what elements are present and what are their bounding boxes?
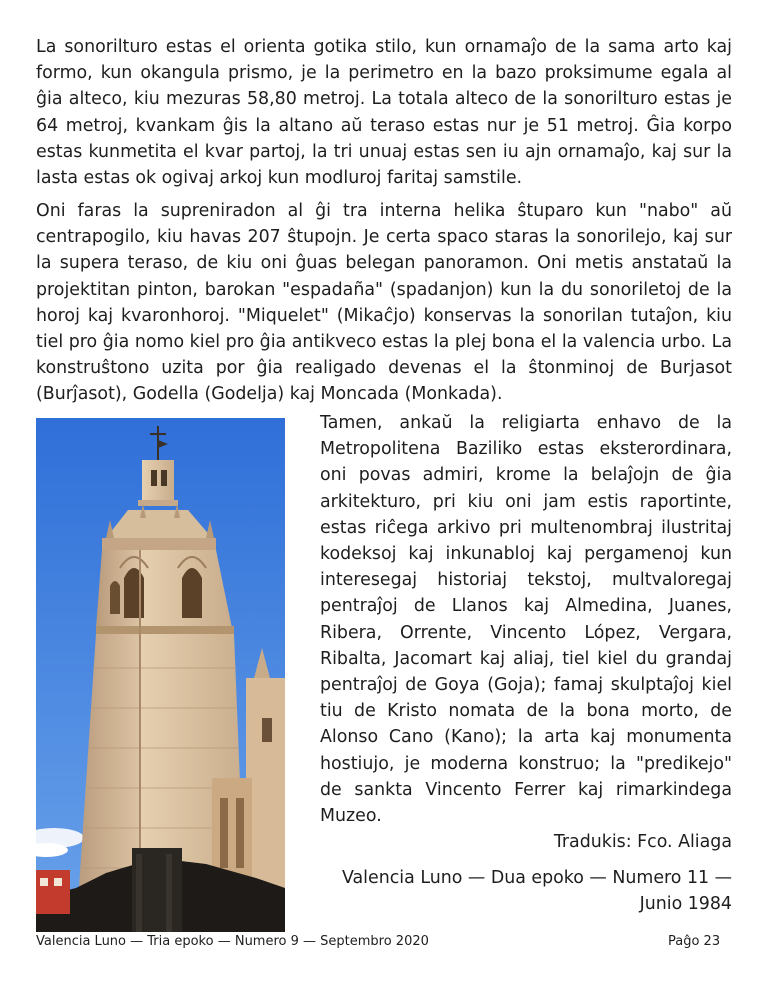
translator-credit: Tradukis: Fco. Aliaga (553, 832, 732, 852)
paragraph-religious-art: Tamen, ankaŭ la religiarta enhavo de la Metropolitena Baziliko estas eksterordinara, oni povas admiri, krome la belaĵojn de ĝia arkitekturo, pri kiu oni jam estis raportinte, estas riĉega arkivo pri multenombraj ilustritaj kodeksoj kaj inkunabloj kaj pergamenoj kun interesegaj historiaj tekstoj, multvaloregaj pentraĵoj de Llanos kaj Almedina, Juanes, Ribera, Orrente, Vincento López, Vergara, Ribalta, Jacomart kaj aliaj, tiel kiel du grandaj pentraĵoj de Goya (Goja); famaj skulptaĵoj kiel tiu de Kristo nomata de la bona morto, de Alonso Cano (Kano); la arta kaj monumenta hostiujo, je moderna konstruo; la "predikejo" de sankta Vincento Ferrer kaj rimarkindega Muzeo. (320, 413, 732, 827)
footer-page-number: Paĝo 23 (668, 934, 721, 949)
paragraph-bell-tower-style: La sonorilturo estas el orienta gotika stilo, kun ornamaĵo de la sama arto kaj formo, kun okangula prismo, je la perimetro en la bazo proksimume egala al ĝia alteco, kiu mezuras 58,80 metroj. La totala alteco de la sonorilturo estas je 64 metroj, kvankam ĝis la altano aŭ teraso estas nur je 51 metroj. Ĝia korpo estas kunmetita el kvar partoj, la tri unuaj estas sen iu ajn ornamaĵo, kaj sur la lasta estas ok ogivaj arkoj kun modluroj faritaj samstile. (36, 37, 732, 189)
bell-tower-photo (36, 418, 285, 932)
footer-publication: Valencia Luno — Tria epoko — Numero 9 — Septembro 2020 (36, 934, 429, 949)
source-citation: Valencia Luno — Dua epoko — Numero 11 — Junio 1984 (341, 868, 732, 914)
paragraph-ascent-staircase: Oni faras la supreniradon al ĝi tra interna helika ŝtuparo kun "nabo" aŭ centrapogilo, kiu havas 207 ŝtupojn. Je certa spaco staras la sonorilejo, kaj sur la supera teraso, de kiu oni ĝuas belegan panoramon. Oni metis anstataŭ la projektitan pinton, barokan "espadaña" (spadanjon) kun la du sonoriletoj de la horoj kaj kvaronhoroj. "Miquelet" (Mikaĉjo) konservas la sonorilan tutaĵon, kiu tiel pro ĝia nomo kiel pro ĝia antikveco estas la plej bona el la valencia urbo. La konstruŝtono uzita por ĝia realigado devenas el la ŝtonminoj de Burjasot (Burĵasot), Godella (Godelja) kaj Moncada (Monkada). (36, 201, 732, 405)
